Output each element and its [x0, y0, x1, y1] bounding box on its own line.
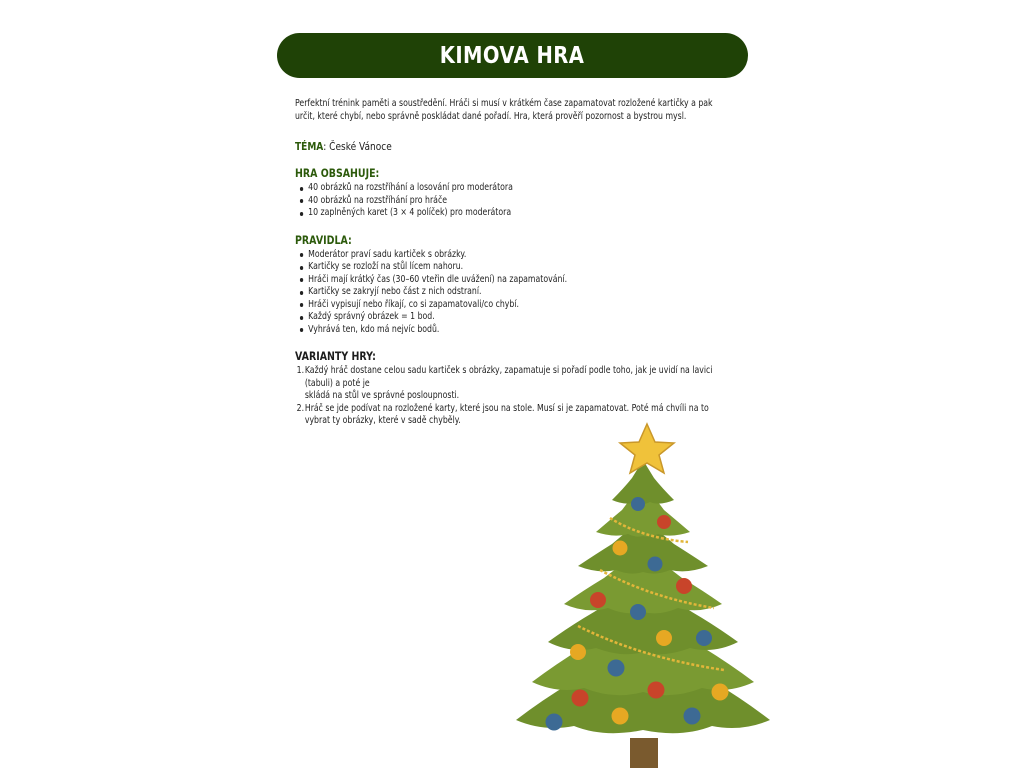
item-number: 1.	[296, 365, 305, 376]
list-item: Hráči vypisují nebo říkají, co si zapamatovali/co chybí.	[295, 299, 735, 312]
list-item: Moderátor praví sadu kartiček s obrázky.	[295, 249, 735, 262]
variants-list	[295, 365, 735, 428]
list-item: 10 zaplněných karet (3 × 4 políček) pro moderátora	[295, 207, 735, 220]
item-number: 2.	[296, 402, 305, 414]
list-item: Hráči mají krátký čas (30–60 vteřin dle uvážení) na zapamatování.	[295, 274, 735, 287]
christmas-tree-icon	[512, 420, 774, 768]
variants-heading: VARIANTY HRY:	[295, 349, 376, 363]
contents-list	[295, 182, 735, 220]
rules-heading: PRAVIDLA:	[295, 232, 352, 247]
list-item: Každý správný obrázek = 1 bod.	[295, 311, 735, 324]
title-banner	[277, 33, 748, 78]
list-item: Kartičky se zakryjí nebo část z nich odstraní.	[295, 286, 735, 299]
list-item	[295, 365, 735, 403]
list-item: 40 obrázků na rozstříhání a losování pro moderátora	[295, 182, 735, 195]
contents-heading: HRA OBSAHUJE:	[295, 166, 380, 180]
item-text-cont: skládá na stůl ve správné posloupnosti.	[304, 390, 460, 401]
list-item: Kartičky se rozloží na stůl lícem nahoru.	[295, 261, 735, 274]
intro-paragraph: Perfektní trénink paměti a soustředění. Hráči si musí v krátkém čase zapamatovat rozložené kartičky a pak určit, které chybí, nebo správně poskládat dané pořadí. Hra, která prověří pozornost a bystrou mysl.	[295, 98, 713, 122]
item-text: Hráč se jde podívat na rozložené karty, které jsou na stole. Musí si je zapamatovat. Poté má chvíli na to	[304, 402, 709, 414]
theme-line: TÉMA: České Vánoce	[295, 140, 392, 153]
item-text-cont: vybrat ty obrázky, které v sadě chyběly.	[304, 415, 461, 426]
document-body	[295, 98, 735, 428]
theme-label: TÉMA	[295, 140, 324, 153]
theme-value: České Vánoce	[329, 140, 392, 153]
page-title: KIMOVA HRA	[440, 42, 585, 69]
list-item: Vyhrává ten, kdo má nejvíc bodů.	[295, 324, 735, 337]
list-item: 40 obrázků na rozstříhání pro hráče	[295, 195, 735, 208]
rules-list	[295, 249, 735, 337]
item-text: Každý hráč dostane celou sadu kartiček s obrázky, zapamatuje si pořadí podle toho, jak je uvidí na lavici (tabuli) a poté je	[304, 365, 713, 389]
